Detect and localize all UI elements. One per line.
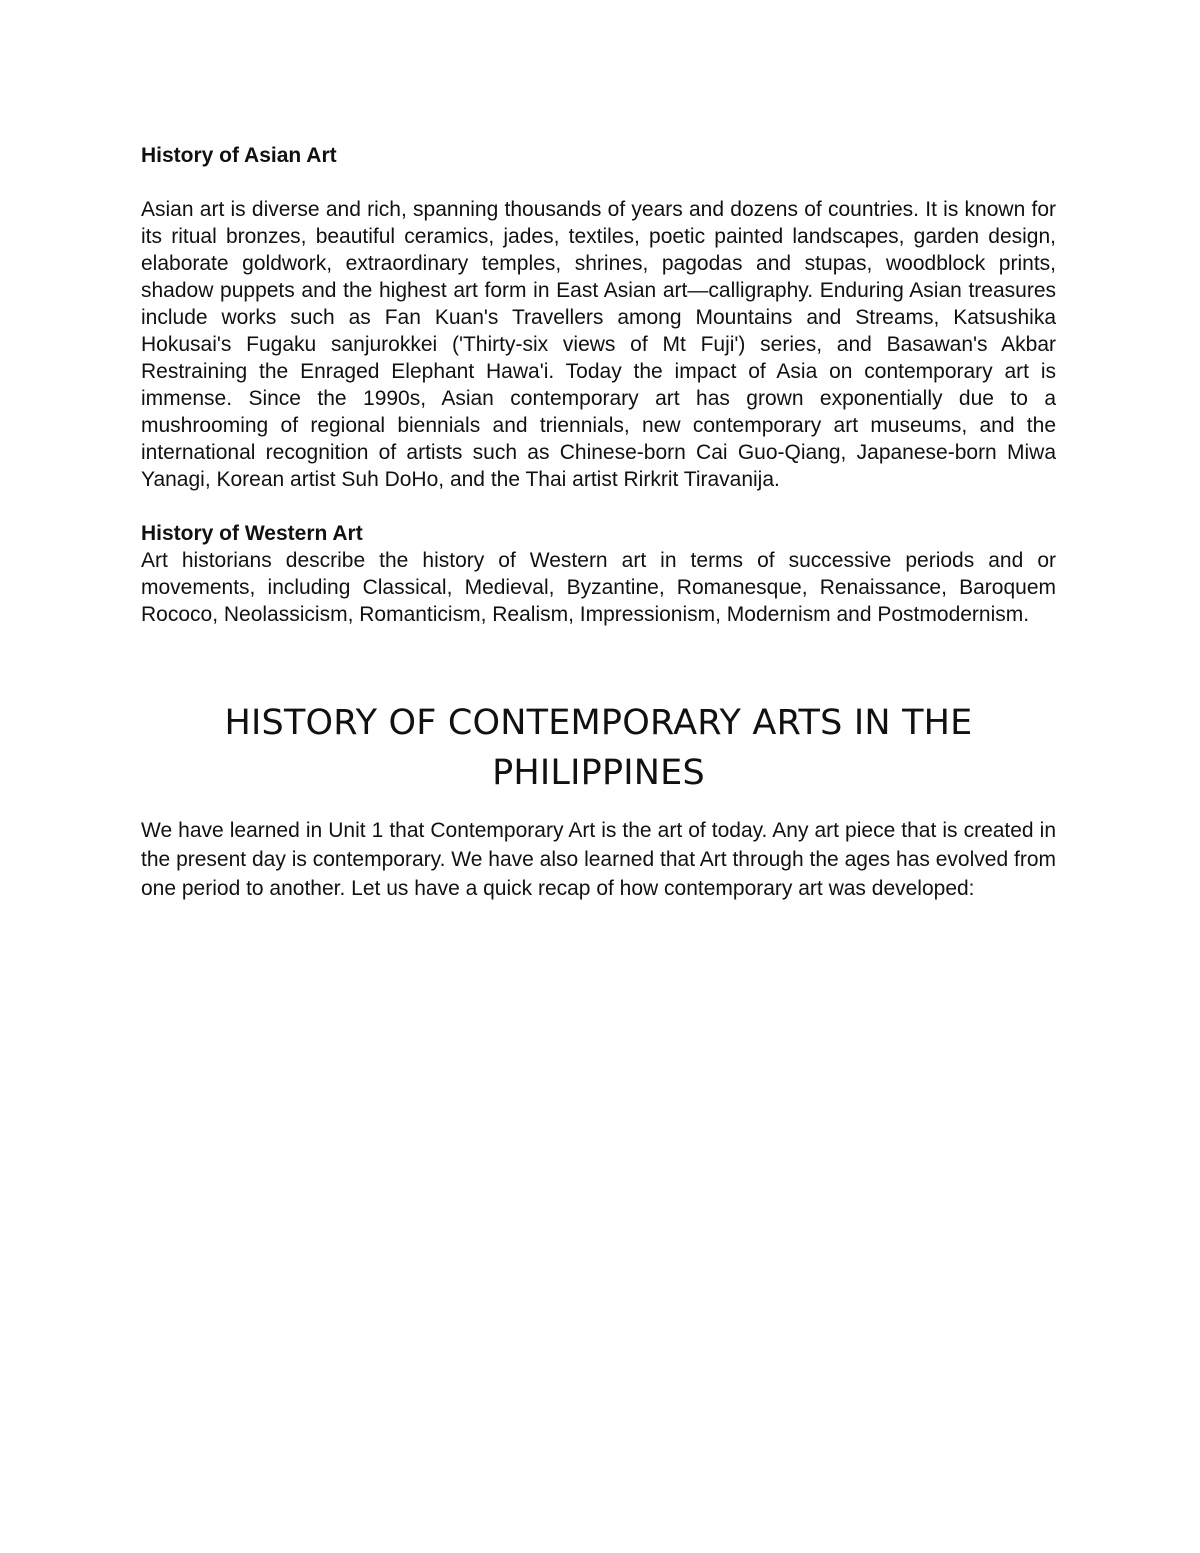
western-art-paragraph: Art historians describe the history of Western art in terms of successive periods and or movements, including Classical, Medieval, Byzantine, Romanesque, Renaissance, Baroquem Rococo, Neolassicism, Romanticism, Realism, Impressionism, Modernism and Postmodernism. (141, 549, 1056, 626)
western-art-heading: History of Western Art (141, 522, 363, 545)
asian-art-heading: History of Asian Art (141, 144, 337, 167)
document-content (141, 142, 1056, 903)
asian-art-paragraph: Asian art is diverse and rich, spanning thousands of years and dozens of countries. It is known for its ritual bronzes, beautiful ceramics, jades, textiles, poetic painted landscapes, garden design, elaborate goldwork, extraordinary temples, shrines, pagodas and stupas, woodblock prints, shadow puppets and the highest art form in East Asian art—calligraphy. Enduring Asian treasures include works such as Fan Kuan's Travellers among Mountains and Streams, Katsushika Hokusai's Fugaku sanjurokkei ('Thirty-six views of Mt Fuji') series, and Basawan's Akbar Restraining the Enraged Elephant Hawa'i. Today the impact of Asia on contemporary art is immense. Since the 1990s, Asian contemporary art has grown exponentially due to a mushrooming of regional biennials and triennials, new contemporary art museums, and the international recognition of artists such as Chinese-born Cai Guo-Qiang, Japanese-born Miwa Yanagi, Korean artist Suh DoHo, and the Thai artist Rirkrit Tiravanija. (141, 198, 1056, 491)
philippines-paragraph: We have learned in Unit 1 that Contemporary Art is the art of today. Any art piece that is created in the present day is contemporary. We have also learned that Art through the ages has evolved from one period to another. Let us have a quick recap of how contemporary art was developed: (141, 819, 1056, 900)
philippines-title: HISTORY OF CONTEMPORARY ARTS IN THE PHILIPPINES (224, 703, 973, 793)
